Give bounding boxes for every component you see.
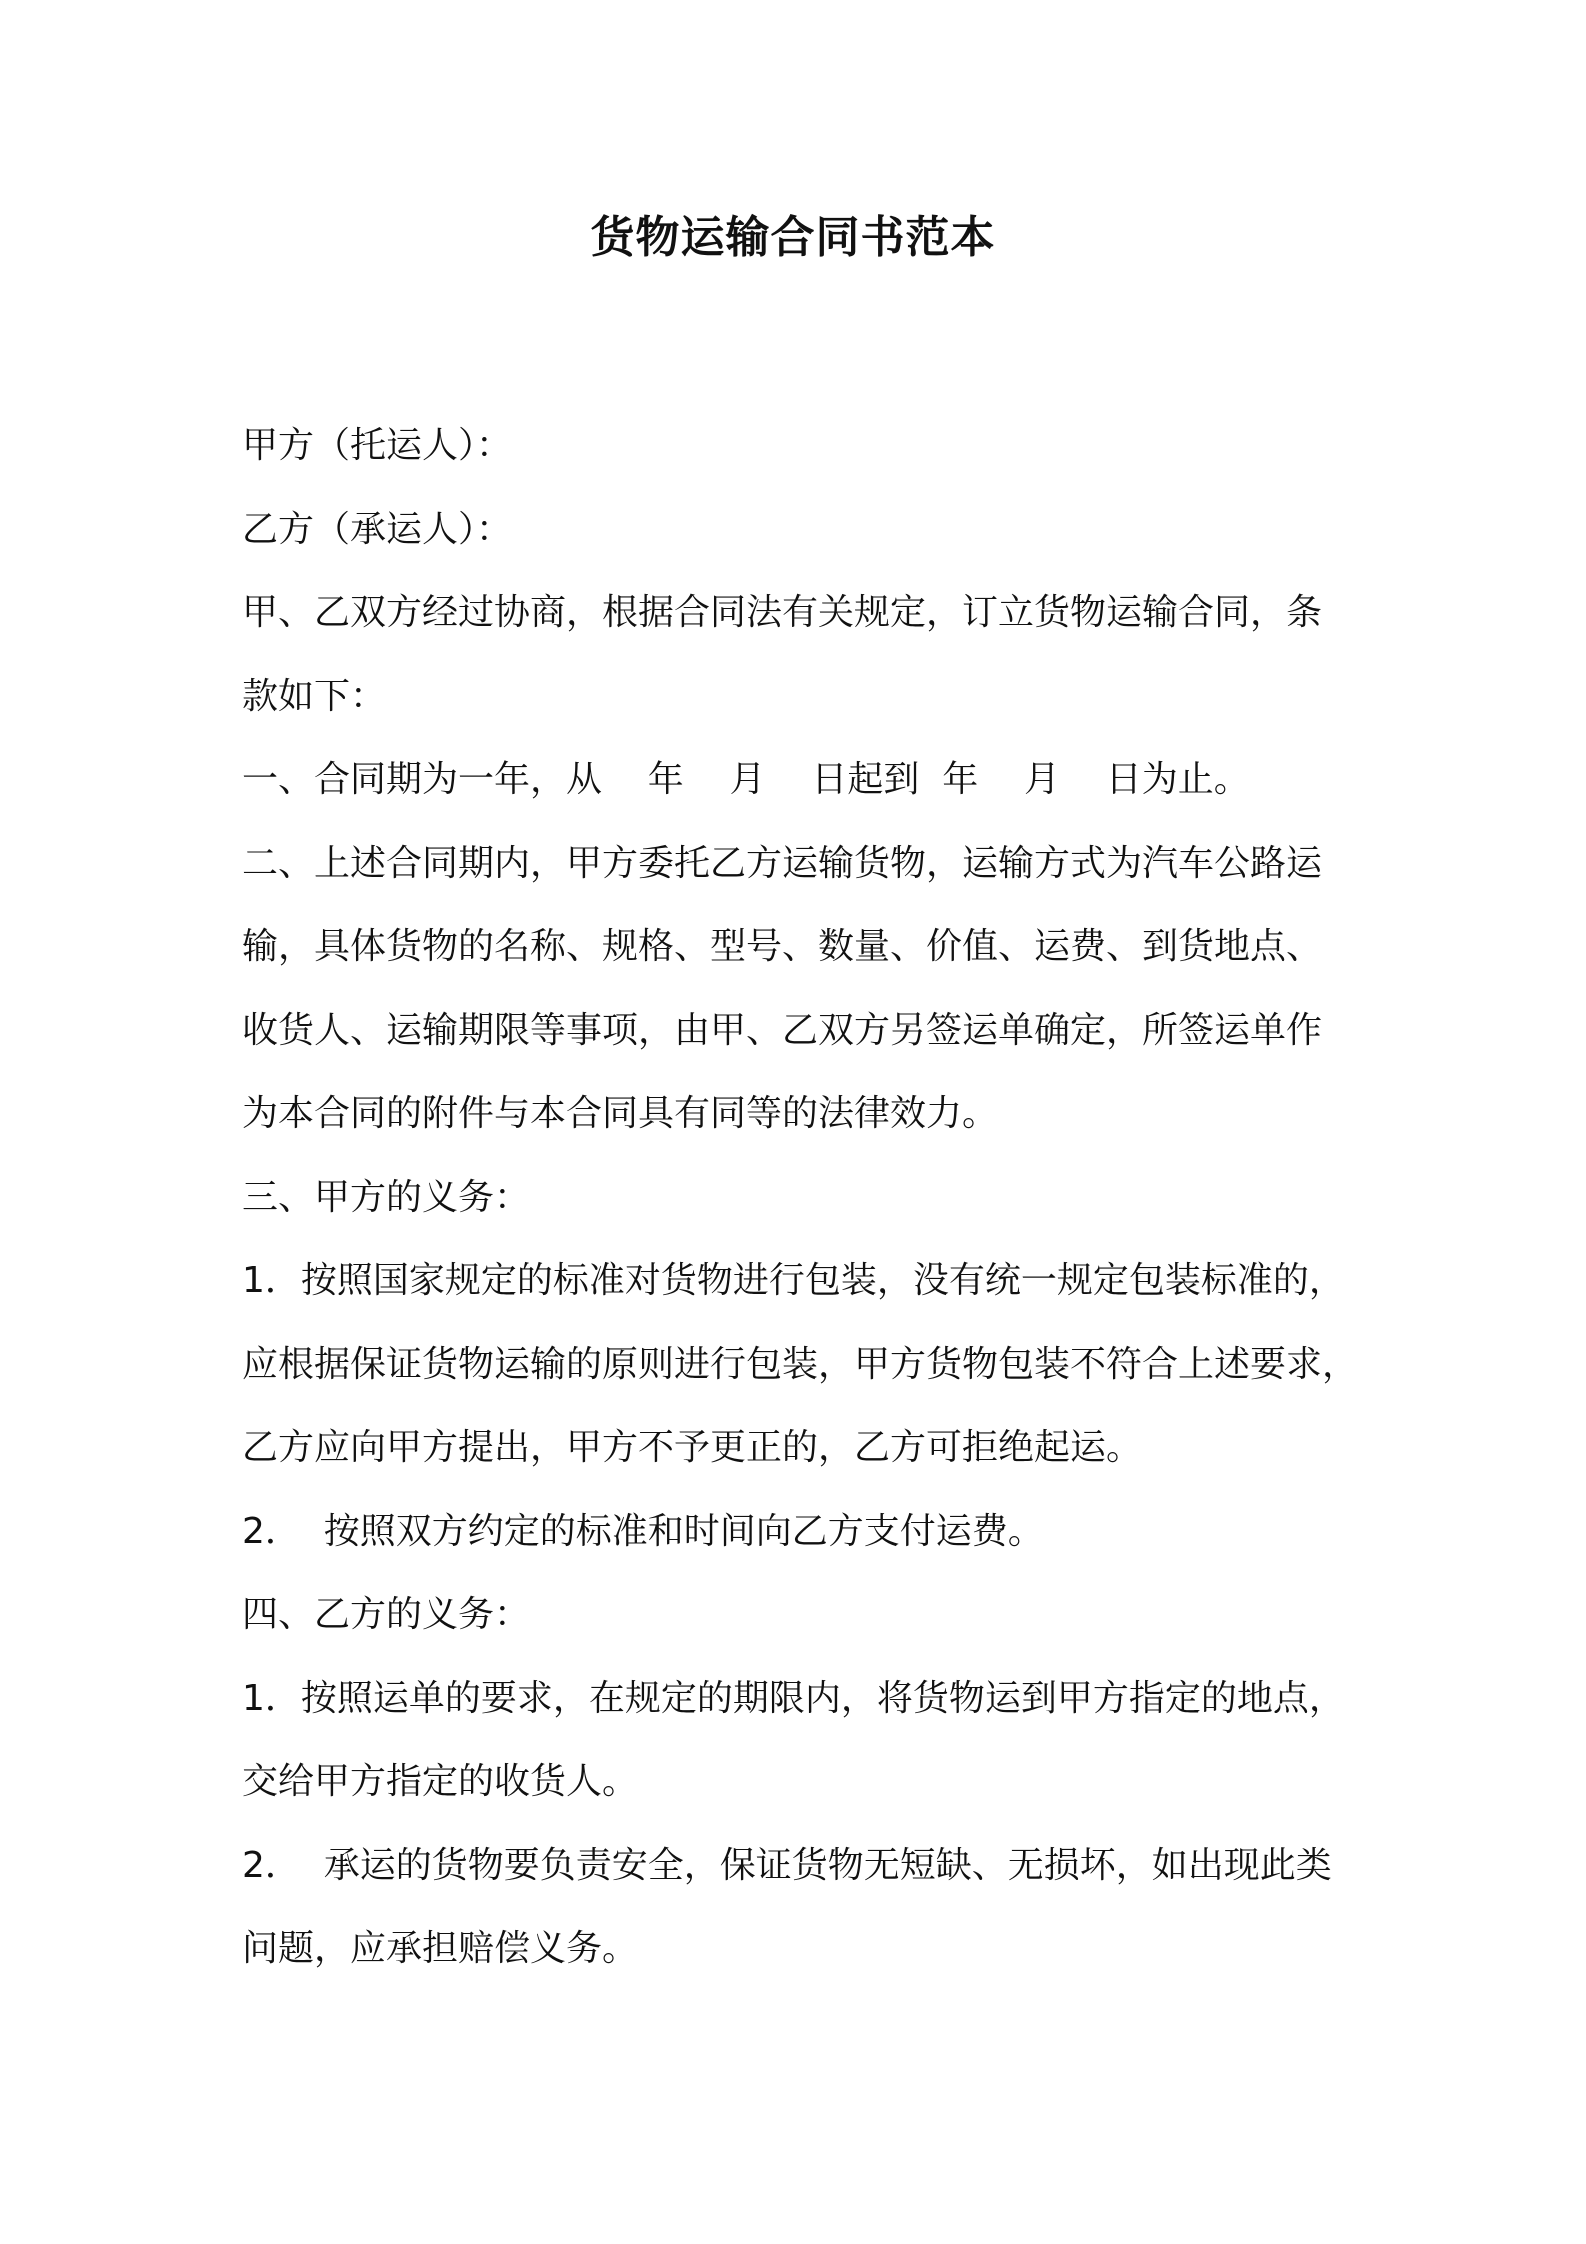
clause-3-item-1-line-2: 应根据保证货物运输的原则进行包装，甲方货物包装不符合上述要求， xyxy=(242,1343,1359,1385)
clause-2-line-2: 输，具体货物的名称、规格、型号、数量、价值、运费、到货地点、 xyxy=(242,926,1323,967)
clause-3-item-1-line-3: 乙方应向甲方提出，甲方不予更正的，乙方可拒绝起运。 xyxy=(242,1427,1143,1468)
party-b-line: 乙方（承运人）： xyxy=(242,508,513,550)
clause-4-item-2-line-1: 2． 承运的货物要负责安全，保证货物无短缺、无损坏，如出现此类 xyxy=(242,1844,1332,1886)
clause-3-heading: 三、甲方的义务： xyxy=(242,1176,531,1218)
clause-4-item-1-line-2: 交给甲方指定的收货人。 xyxy=(242,1761,639,1802)
clause-4-heading: 四、乙方的义务： xyxy=(242,1594,531,1635)
clause-2-line-3: 收货人、运输期限等事项，由甲、乙双方另签运单确定，所签运单作 xyxy=(242,1009,1323,1051)
clause-2-line-4: 为本合同的附件与本合同具有同等的法律效力。 xyxy=(242,1093,999,1134)
clause-4-item-1-line-1: 1．按照运单的要求，在规定的期限内，将货物运到甲方指定的地点， xyxy=(242,1677,1345,1719)
party-a-line: 甲方（托运人）： xyxy=(242,425,513,466)
document-body xyxy=(242,404,1392,1991)
clause-2-line-1: 二、上述合同期内，甲方委托乙方运输货物，运输方式为汽车公路运 xyxy=(242,842,1323,884)
clause-4-item-2-line-2: 问题，应承担赔偿义务。 xyxy=(242,1928,639,1969)
clause-3-item-2-line: 2． 按照双方约定的标准和时间向乙方支付运费。 xyxy=(242,1510,1044,1552)
preamble-line-1: 甲、乙双方经过协商，根据合同法有关规定，订立货物运输合同，条 xyxy=(242,592,1323,633)
clause-1-line: 一、合同期为一年，从 年 月 日起到 年 月 日为止。 xyxy=(242,759,1250,800)
document-title: 货物运输合同书范本 xyxy=(590,212,996,263)
clause-3-item-1-line-1: 1．按照国家规定的标准对货物进行包装，没有统一规定包装标准的， xyxy=(242,1260,1345,1301)
preamble-line-2: 款如下： xyxy=(242,675,387,717)
